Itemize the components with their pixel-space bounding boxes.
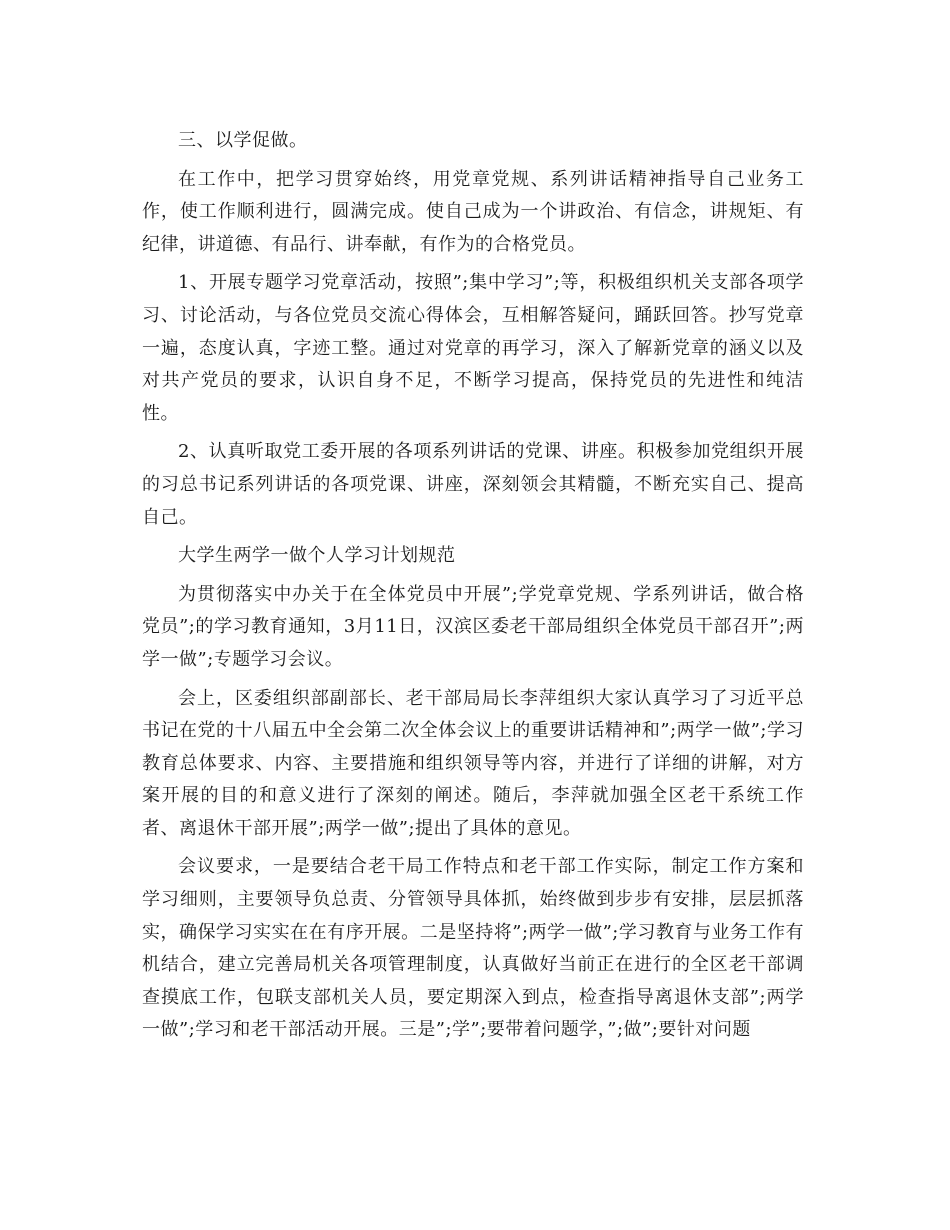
section-heading: 三、以学促做。 — [178, 130, 308, 151]
paragraph: 2、认真听取党工委开展的各项系列讲话的党课、讲座。积极参加党组织开展的习总书记系列讲话的各项党课、讲座，深刻领会其精髓，不断充实自己、提高自己。 — [142, 441, 804, 528]
paragraph: 会上，区委组织部副部长、老干部局局长李萍组织大家认真学习了习近平总书记在党的十八届五中全会第二次全体会议上的重要讲话精神和”;两学一做”;学习教育总体要求、内容、主要措施和组织领导等内容，并进行了详细的讲解，对方案开展的目的和意义进行了深刻的阐述。随后，李萍就加强全区老干系统工作者、离退休干部开展”;两学一做”;提出了具体的意见。 — [142, 687, 804, 839]
paragraph: 会议要求，一是要结合老干局工作特点和老干部工作实际，制定工作方案和学习细则，主要领导负总责、分管领导具体抓，始终做到步步有安排，层层抓落实，确保学习实实在在有序开展。二是坚持将”;两学一做”;学习教育与业务工作有机结合，建立完善局机关各项管理制度，认真做好当前正在进行的全区老干部调查摸底工作，包联支部机关人员，要定期深入到点，检查指导离退休支部”;两学一做”;学习和老干部活动开展。三是”;学”;要带着问题学，”;做”;要针对问题 — [142, 856, 804, 1041]
paragraph: 1、开展专题学习党章活动，按照”;集中学习”;等，积极组织机关支部各项学习、讨论活动，与各位党员交流心得体会，互相解答疑问，踊跃回答。抄写党章一遍，态度认真，字迹工整。通过对党章的再学习，深入了解新党章的涵义以及对共产党员的要求，认识自身不足，不断学习提高，保持党员的先进性和纯洁性。 — [142, 272, 804, 424]
paragraph: 为贯彻落实中办关于在全体党员中开展”;学党章党规、学系列讲话，做合格党员”;的学习教育通知，3月11日，汉滨区委老干部局组织全体党员干部召开”;两学一做”;专题学习会议。 — [142, 583, 804, 670]
document-body — [142, 125, 804, 1053]
paragraph: 在工作中，把学习贯穿始终，用党章党规、系列讲话精神指导自己业务工作，使工作顺利进行，圆满完成。使自己成为一个讲政治、有信念，讲规矩、有纪律，讲道德、有品行、讲奉献，有作为的合格党员。 — [142, 168, 804, 255]
subtitle: 大学生两学一做个人学习计划规范 — [178, 545, 456, 567]
